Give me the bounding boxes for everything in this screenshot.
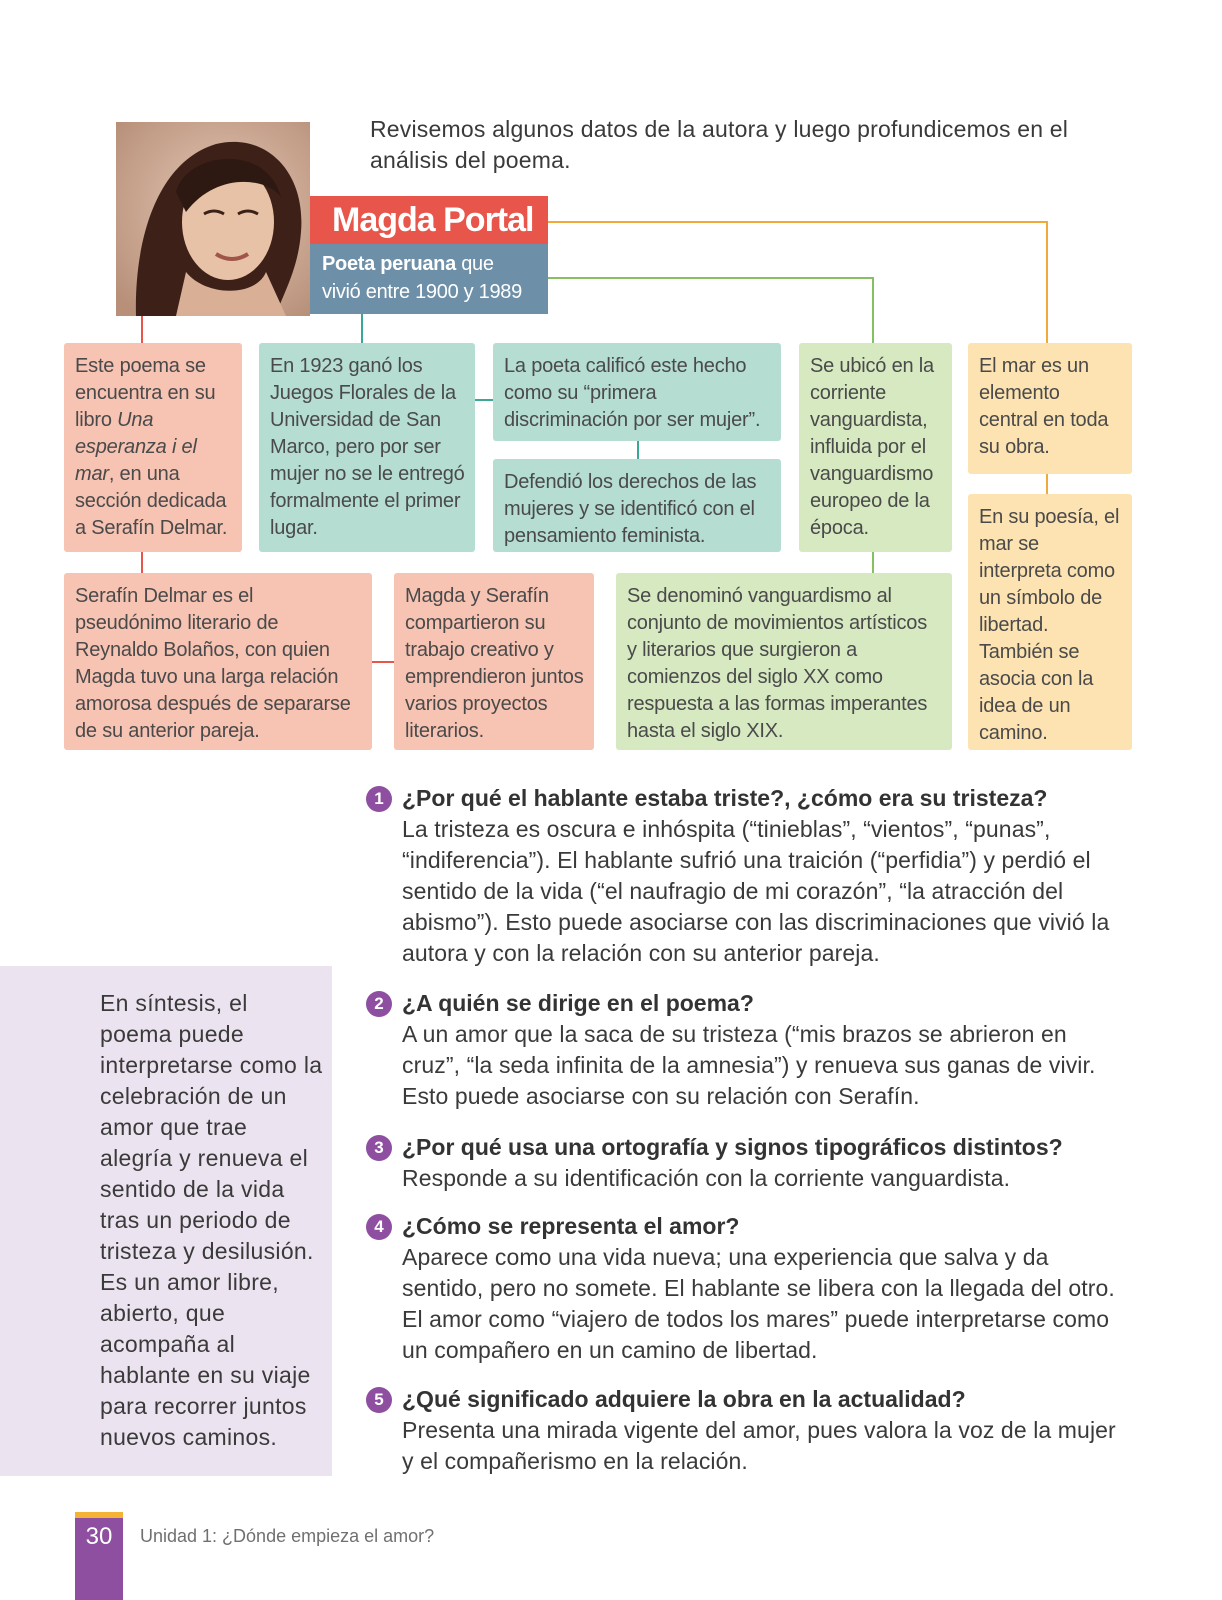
question-1 — [366, 783, 1126, 969]
box-discriminacion: La poeta calificó este hecho como su “primera discriminación por ser mujer”. — [493, 343, 781, 441]
question-2 — [366, 988, 1126, 1112]
question-number: 3 — [366, 1135, 392, 1161]
connector-line — [361, 314, 363, 343]
question-number: 1 — [366, 786, 392, 812]
question-number: 2 — [366, 991, 392, 1017]
libro-title: Una esperanza i el mar — [75, 409, 197, 485]
subtitle-bold: Poeta peruana — [322, 253, 456, 275]
box-libro — [64, 343, 242, 552]
intro-text: Revisemos algunos datos de la autora y luego profundicemos en el análisis del poema. — [370, 116, 1069, 173]
connector-line — [1046, 474, 1048, 494]
question-number: 4 — [366, 1214, 392, 1240]
question-answer: Aparece como una vida nueva; una experiencia que salva y da sentido, pero no somete. El hablante se libera con la llegada del otro. El amor como “viajero de todos los mares” puede interpretarse como un compañero en un camino de libertad. — [402, 1244, 1115, 1363]
connector-line — [1046, 221, 1048, 343]
question-answer: La tristeza es oscura e inhóspita (“tinieblas”, “vientos”, “punas”, “indiferencia”). El hablante sufrió una traición (“perfidia”) y perdió el sentido de la vida (“el naufragio de mi corazón”, “la atracción del abismo”). Esto puede asociarse con las discriminaciones que vivió la autora y con la relación con su anterior pareja. — [402, 816, 1110, 966]
libro-text-1: Este poema se encuentra en su libro — [75, 355, 216, 431]
box-vanguardismo: Se denominó vanguardismo al conjunto de movimientos artísticos y literarios que surgieron a comienzos del siglo XX como respuesta a las formas imperantes hasta el siglo XIX. — [616, 573, 952, 750]
connector-line — [141, 552, 143, 573]
synthesis-text: En síntesis, el poema puede interpretarse como la celebración de un amor que trae alegría y renueva el sentido de la vida tras un periodo de tristeza y desilusión. Es un amor libre, abierto, que acompaña al hablante en su viaje para recorrer juntos nuevos caminos. — [100, 990, 323, 1450]
page-number: 30 — [85, 1523, 113, 1550]
box-mar: El mar es un elemento central en toda su obra. — [968, 343, 1132, 474]
connector-line — [548, 277, 874, 279]
box-poesia: En su poesía, el mar se interpreta como un símbolo de libertad. También se asocia con la idea de un camino. — [968, 494, 1132, 750]
question-title: ¿Cómo se representa el amor? — [402, 1213, 740, 1239]
question-title: ¿Por qué usa una ortografía y signos tipográficos distintos? — [402, 1134, 1063, 1160]
subtitle-rest: que — [455, 253, 494, 275]
libro-text-2: , en una sección dedicada a Serafín Delmar. — [75, 463, 228, 539]
connector-line — [872, 277, 874, 343]
author-subtitle — [310, 244, 548, 314]
question-4 — [366, 1211, 1126, 1366]
subtitle-line2: vivió entre 1900 y 1989 — [322, 281, 522, 303]
box-compartieron: Magda y Serafín compartieron su trabajo creativo y emprendieron juntos varios proyectos literarios. — [394, 573, 594, 750]
question-title: ¿Qué significado adquiere la obra en la actualidad? — [402, 1386, 966, 1412]
box-juegos-florales: En 1923 ganó los Juegos Florales de la Universidad de San Marco, pero por ser mujer no se le entregó formalmente el primer lugar. — [259, 343, 475, 552]
question-number: 5 — [366, 1387, 392, 1413]
author-portrait — [116, 122, 310, 316]
question-3 — [366, 1132, 1126, 1194]
synthesis-panel — [0, 966, 332, 1476]
connector-line — [141, 316, 143, 343]
question-answer: Presenta una mirada vigente del amor, pues valora la voz de la mujer y el compañerismo en la relación. — [402, 1417, 1116, 1474]
question-title: ¿Por qué el hablante estaba triste?, ¿cómo era su tristeza? — [402, 785, 1048, 811]
unit-title: Unidad 1: ¿Dónde empieza el amor? — [140, 1526, 435, 1546]
question-5 — [366, 1384, 1126, 1477]
box-serafin: Serafín Delmar es el pseudónimo literario de Reynaldo Bolaños, con quien Magda tuvo una larga relación amorosa después de separarse de su anterior pareja. — [64, 573, 372, 750]
box-corriente: Se ubicó en la corriente vanguardista, influida por el vanguardismo europeo de la época. — [799, 343, 952, 552]
connector-line — [548, 221, 1048, 223]
author-name: Magda Portal — [310, 196, 548, 244]
question-answer: A un amor que la saca de su tristeza (“mis brazos se abrieron en cruz”, “la seda infinita de la amnesia”) y renueva sus ganas de vivir. Esto puede asociarse con su relación con Serafín. — [402, 1021, 1096, 1109]
connector-line — [872, 552, 874, 573]
question-answer: Responde a su identificación con la corriente vanguardista. — [402, 1165, 1011, 1191]
connector-line — [475, 399, 493, 401]
connector-line — [372, 661, 394, 663]
box-derechos: Defendió los derechos de las mujeres y se identificó con el pensamiento feminista. — [493, 459, 781, 552]
question-title: ¿A quién se dirige en el poema? — [402, 990, 754, 1016]
page-number-accent — [75, 1512, 123, 1518]
connector-line — [637, 441, 639, 459]
